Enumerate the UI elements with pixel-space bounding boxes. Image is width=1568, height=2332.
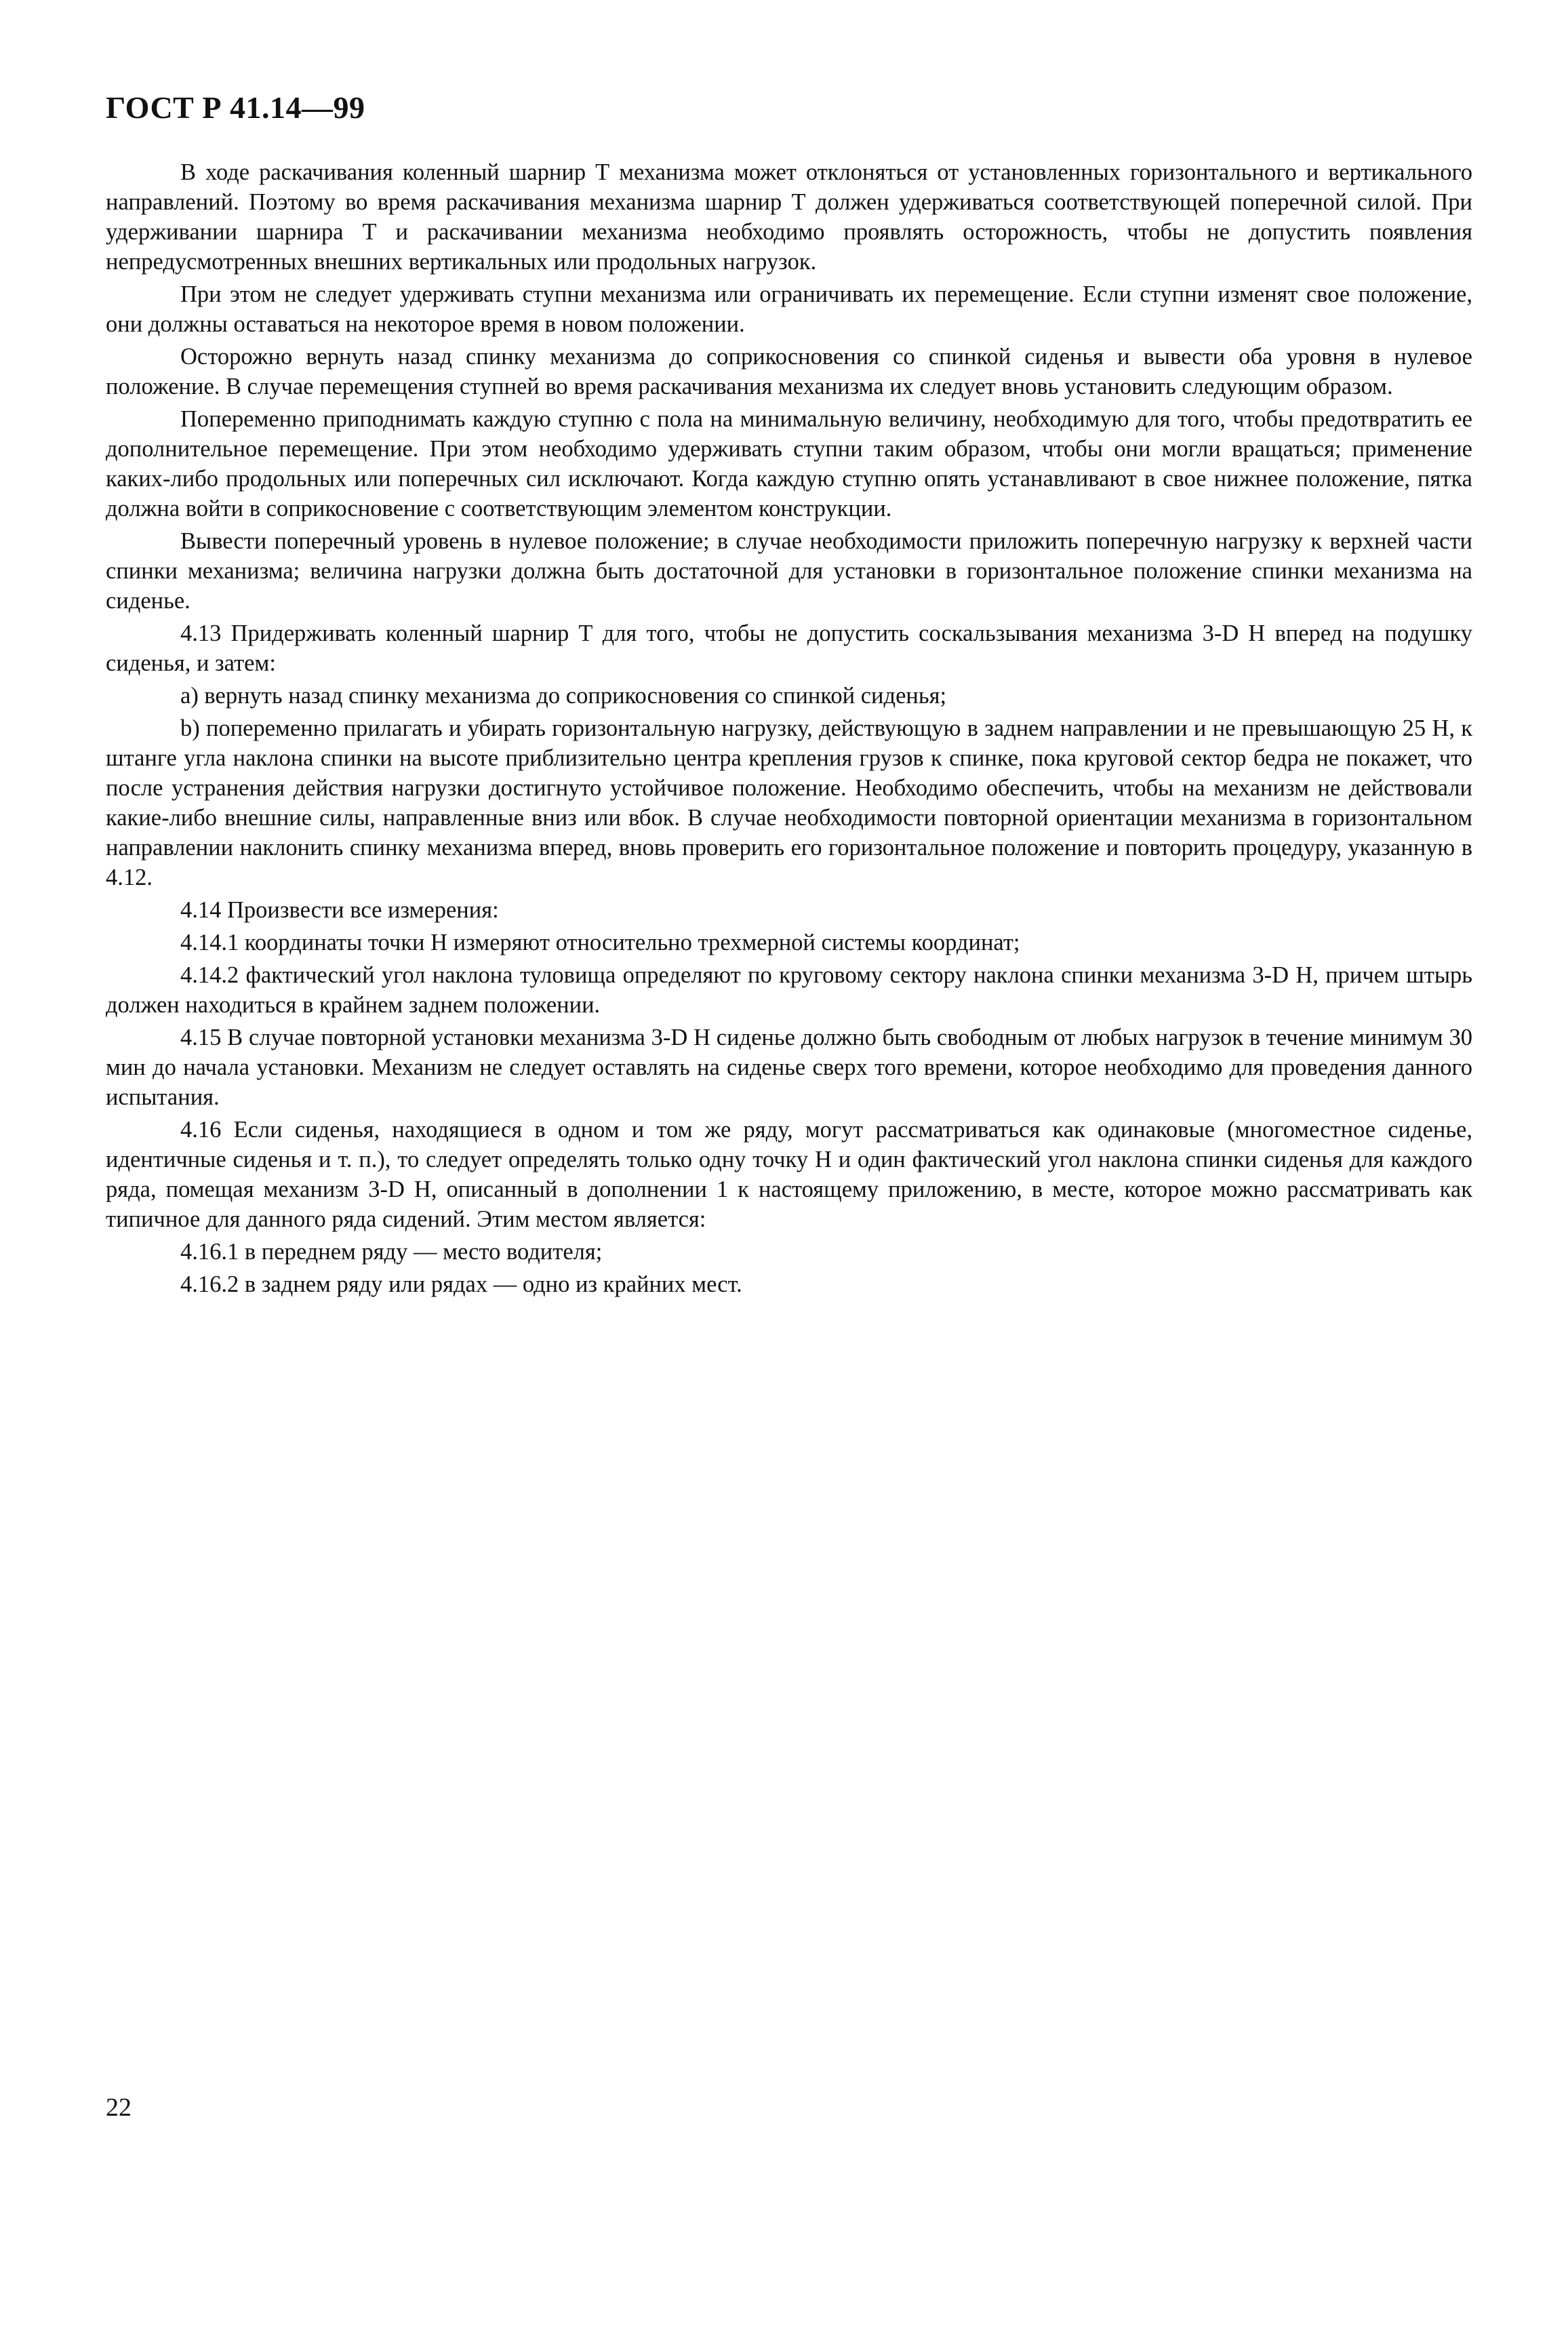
paragraph-knee-joint: В ходе раскачивания коленный шарнир Т механизма может отклоняться от установленных горизонтального и вертикального направлений. Поэтому во время раскачивания механизма шарнир Т должен удерживаться соответствующей поперечной силой. При удерживании шарнира Т и раскачивании механизма необходимо проявлять осторожность, чтобы не допустить появления непредусмотренных внешних вертикальных или продольных нагрузок. [106, 159, 1472, 275]
paragraph-4-14-2: 4.14.2 фактический угол наклона туловища определяют по круговому сектору наклона спинки механизма 3-D H, причем штырь должен находиться в крайнем заднем положении. [106, 962, 1472, 1018]
paragraph-feet: При этом не следует удерживать ступни механизма или ограничивать их перемещение. Если ступни изменят свое положение, они должны оставаться на некоторое время в новом положении. [106, 281, 1472, 337]
list-item-a: а) вернуть назад спинку механизма до соприкосновения со спинкой сиденья; [180, 683, 947, 709]
paragraph-4-13: 4.13 Придерживать коленный шарнир Т для того, чтобы не допустить соскальзывания механизма 3-D H вперед на подушку сиденья, и затем: [106, 620, 1472, 676]
list-item-b: b) попеременно прилагать и убирать горизонтальную нагрузку, действующую в заднем направлении и не превышающую 25 Н, к штанге угла наклона спинки на высоте приблизительно центра крепления грузов к спинке, пока круговой сектор бедра не покажет, что после устранения действия нагрузки достигнуто устойчивое положение. Необходимо обеспечить, чтобы на механизм не действовали какие-либо внешние силы, направленные вниз или вбок. В случае необходимости повторной ориентации механизма в горизонтальном направлении наклонить спинку механизма вперед, вновь проверить его горизонтальное положение и повторить процедуру, указанную в 4.12. [106, 715, 1472, 890]
paragraph-lateral-level: Вывести поперечный уровень в нулевое положение; в случае необходимости приложить поперечную нагрузку к верхней части спинки механизма; величина нагрузки должна быть достаточной для установки в горизонтальное положение спинки механизма на сиденье. [106, 528, 1472, 614]
paragraph-4-15: 4.15 В случае повторной установки механизма 3-D H сиденье должно быть свободным от любых нагрузок в течение минимум 30 мин до начала установки. Механизм не следует оставлять на сиденье сверх того времени, которое необходимо для проведения данного испытания. [106, 1025, 1472, 1110]
document-header-title: ГОСТ Р 41.14—99 [106, 90, 365, 125]
paragraph-4-16-2: 4.16.2 в заднем ряду или рядах — одно из крайних мест. [180, 1271, 742, 1297]
paragraph-4-16: 4.16 Если сиденья, находящиеся в одном и том же ряду, могут рассматриваться как одинаковые (многоместное сиденье, идентичные сиденья и т. п.), то следует определять только одну точку Н и один фактический угол наклона спинки сиденья для каждого ряда, помещая механизм 3-D H, описанный в дополнении 1 к настоящему приложению, в месте, которое можно рассматривать как типичное для данного ряда сидений. Этим местом является: [106, 1117, 1472, 1232]
paragraph-4-14-1: 4.14.1 координаты точки Н измеряют относительно трехмерной системы координат; [180, 930, 1020, 955]
paragraph-return-back: Осторожно вернуть назад спинку механизма до соприкосновения со спинкой сиденья и вывести оба уровня в нулевое положение. В случае перемещения ступней во время раскачивания механизма их следует вновь установить следующим образом. [106, 344, 1472, 399]
document-body [106, 157, 1472, 1302]
paragraph-lift-feet: Попеременно приподнимать каждую ступню с пола на минимальную величину, необходимую для того, чтобы предотвратить ее дополнительное перемещение. При этом необходимо удерживать ступни таким образом, чтобы они могли вращаться; применение каких-либо продольных или поперечных сил исключают. Когда каждую ступню опять устанавливают в свое нижнее положение, пятка должна войти в соприкосновение с соответствующим элементом конструкции. [106, 406, 1472, 521]
paragraph-4-16-1: 4.16.1 в переднем ряду — место водителя; [180, 1239, 603, 1265]
page-number: 22 [106, 2093, 132, 2122]
paragraph-4-14: 4.14 Произвести все измерения: [180, 897, 499, 923]
